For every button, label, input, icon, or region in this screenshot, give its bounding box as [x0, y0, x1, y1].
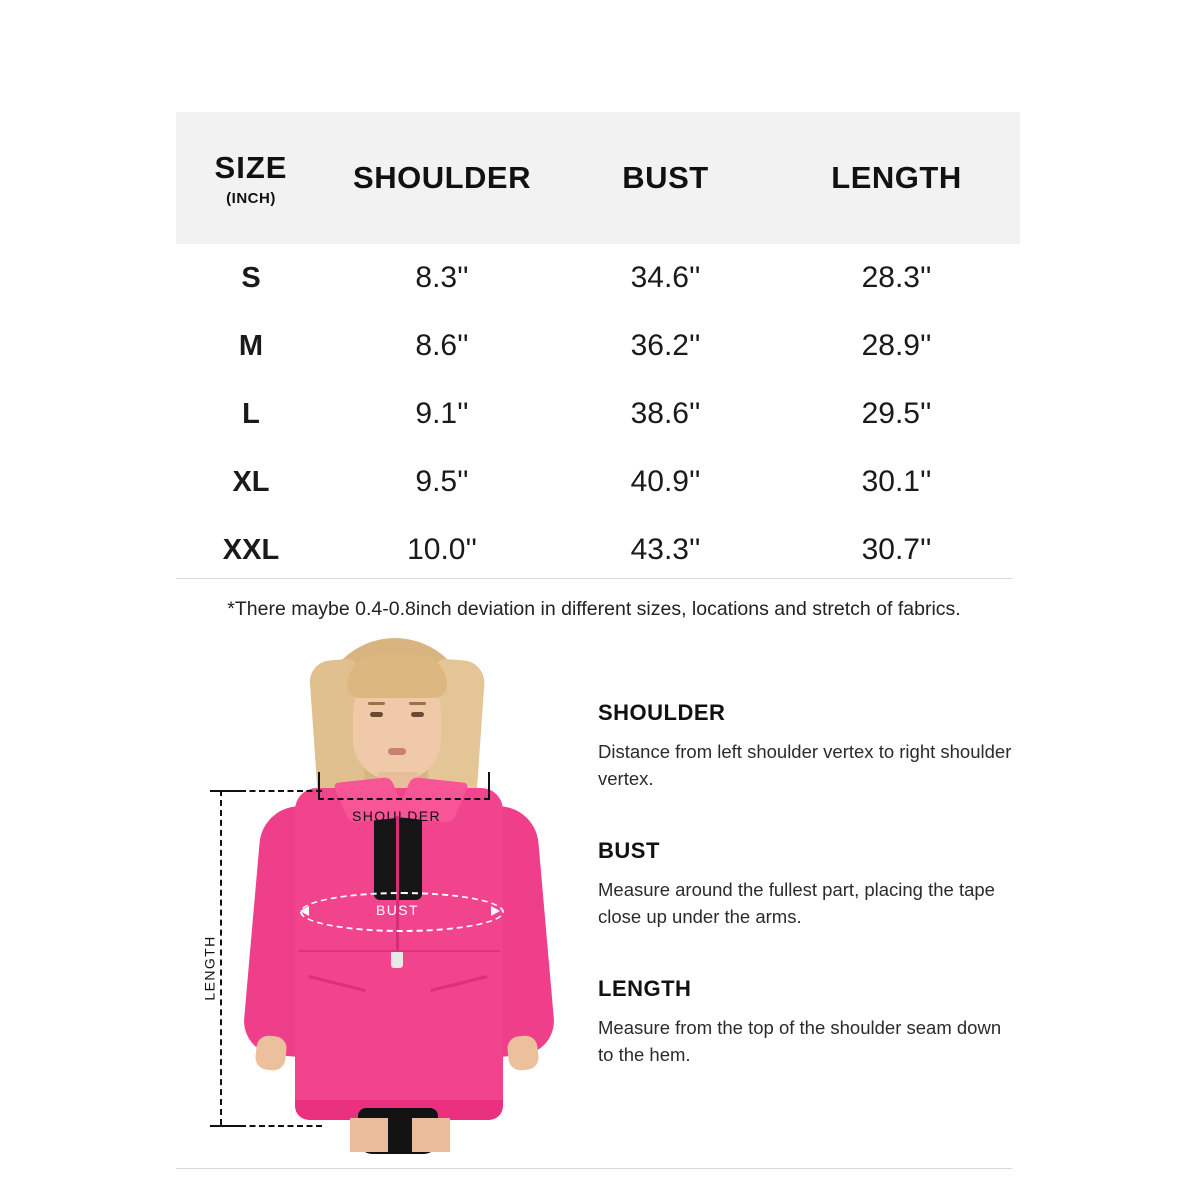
shoulder-guide-tick-left: [318, 772, 320, 800]
length-guide-dash-top: [240, 790, 322, 792]
cell-size: L: [242, 397, 260, 430]
table-header-row: [176, 112, 1020, 244]
eye-left: [370, 712, 383, 717]
cell-size: XXL: [222, 533, 280, 566]
front-seam: [298, 950, 500, 952]
definition-text: Distance from left shoulder vertex to right shoulder vertex.: [598, 741, 1012, 789]
cell-length: 28.3'': [861, 261, 932, 294]
size-table-wrap: [176, 112, 1012, 584]
zipper-pull: [391, 950, 403, 968]
bust-arrow-left-icon: [300, 906, 309, 916]
definition-shoulder: [598, 700, 1018, 792]
cell-length: 30.7'': [861, 533, 932, 566]
hand-left: [254, 1035, 287, 1072]
definition-title: LENGTH: [598, 976, 692, 1001]
length-guide-cap-bottom: [210, 1125, 240, 1127]
column-header-length: LENGTH: [831, 160, 962, 195]
cell-shoulder: 8.6'': [415, 329, 469, 362]
size-table-body: [176, 244, 1020, 584]
hand-right: [506, 1035, 539, 1072]
cell-length: 29.5'': [861, 397, 932, 430]
definition-bust: [598, 838, 1018, 930]
table-row: [176, 448, 1020, 516]
cell-bust: 40.9'': [630, 465, 701, 498]
model-illustration: [190, 630, 570, 1150]
size-table-header: [176, 112, 1020, 244]
cell-bust: 38.6'': [630, 397, 701, 430]
leg-right: [412, 1118, 450, 1152]
bust-arrow-right-icon: [491, 906, 500, 916]
cell-bust: 43.3'': [630, 533, 701, 566]
cell-bust: 34.6'': [630, 261, 701, 294]
length-guide-cap-top: [210, 790, 240, 792]
deviation-note: *There maybe 0.4-0.8inch deviation in different sizes, locations and stretch of fabrics.: [227, 598, 961, 620]
column-header-size-unit: (INCH): [226, 189, 276, 207]
length-guide-dash-bottom: [240, 1125, 322, 1127]
footer-divider: [176, 1168, 1012, 1169]
cell-bust: 36.2'': [630, 329, 701, 362]
definition-length: [598, 976, 1018, 1068]
leg-left: [350, 1118, 388, 1152]
cell-size: S: [241, 261, 261, 294]
column-header-shoulder: SHOULDER: [353, 160, 531, 195]
bust-guide-label: BUST: [376, 902, 419, 918]
definition-title: SHOULDER: [598, 700, 726, 725]
shoulder-guide-label: SHOULDER: [352, 808, 441, 824]
zipper-line: [396, 816, 399, 956]
eye-right: [411, 712, 424, 717]
cell-shoulder: 9.5'': [415, 465, 469, 498]
mouth: [388, 748, 406, 755]
shoulder-guide-tick-right: [488, 772, 490, 800]
cell-size: XL: [232, 465, 270, 498]
table-bottom-divider: [176, 578, 1012, 579]
table-row: [176, 516, 1020, 584]
table-row: [176, 380, 1020, 448]
cell-shoulder: 9.1'': [415, 397, 469, 430]
column-header-size-main: SIZE: [214, 149, 288, 185]
measurement-definitions: [598, 700, 1018, 1114]
size-table: [176, 112, 1020, 584]
definition-text: Measure around the fullest part, placing the tape close up under the arms.: [598, 879, 995, 927]
cell-length: 28.9'': [861, 329, 932, 362]
cell-shoulder: 8.3'': [415, 261, 469, 294]
eyebrow-left: [368, 702, 385, 705]
definition-text: Measure from the top of the shoulder seam down to the hem.: [598, 1017, 1002, 1065]
cell-length: 30.1'': [861, 465, 932, 498]
column-header-size: [176, 112, 326, 244]
length-guide-line: [220, 790, 222, 1125]
cell-shoulder: 10.0'': [407, 533, 477, 566]
eyebrow-right: [409, 702, 426, 705]
table-row: [176, 312, 1020, 380]
shoulder-guide-line: [318, 798, 490, 800]
definition-title: BUST: [598, 838, 660, 863]
column-header-bust: BUST: [622, 160, 709, 195]
cell-size: M: [238, 329, 264, 362]
length-guide-label: LENGTH: [201, 935, 218, 1001]
hair-fringe: [347, 654, 447, 698]
table-row: [176, 244, 1020, 312]
